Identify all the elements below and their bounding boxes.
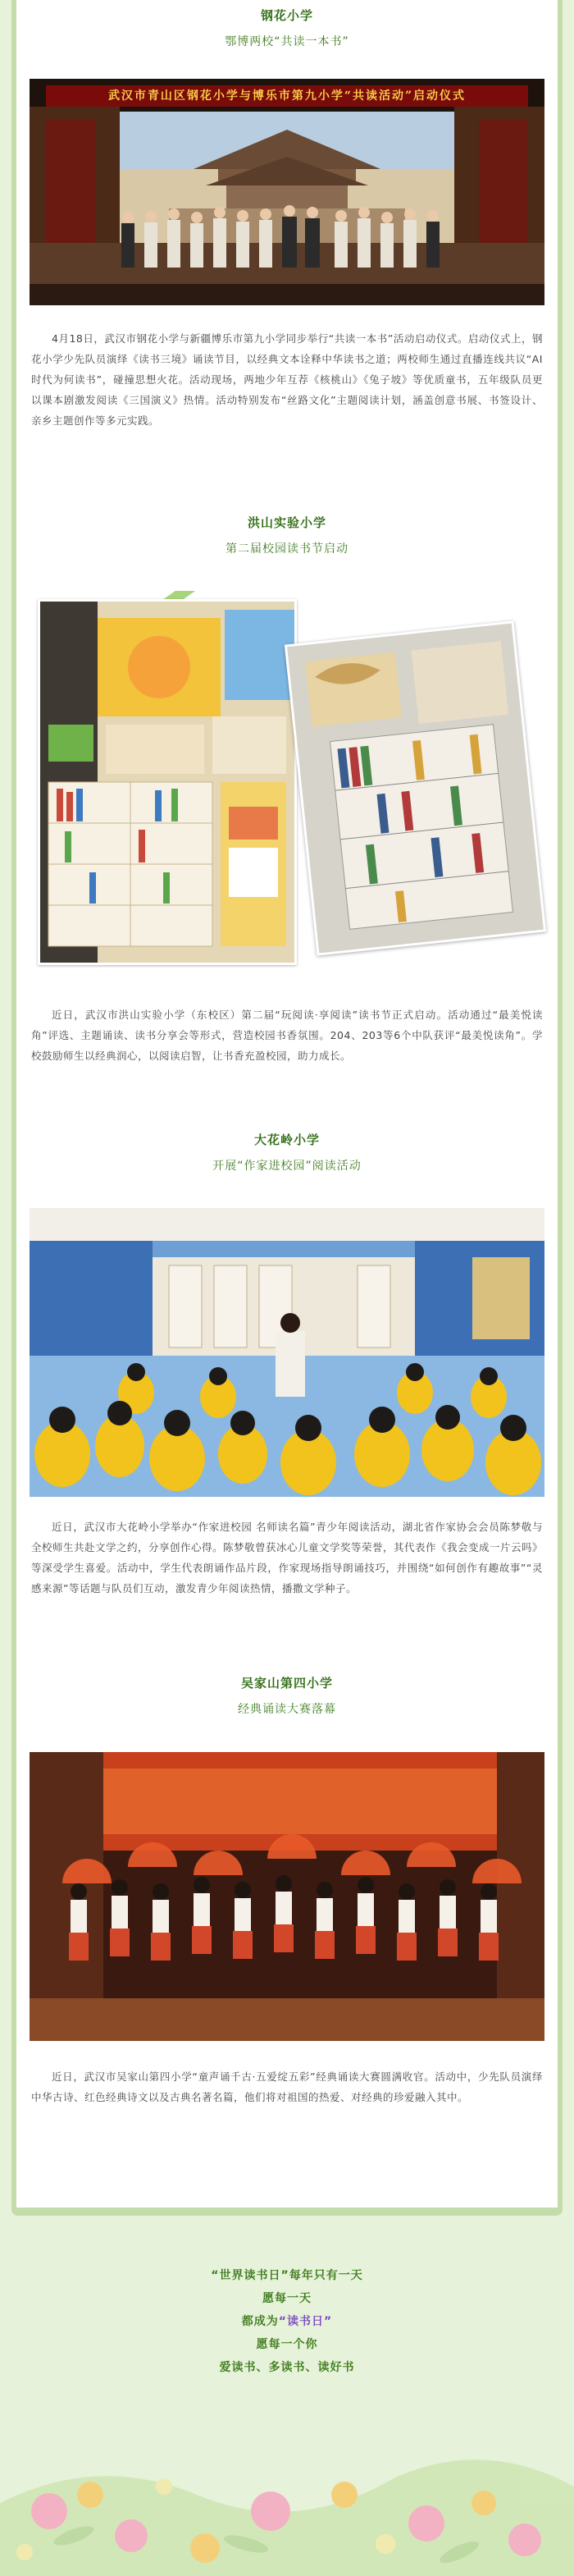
section-subtitle-hongshan: 第二届校园读书节启动 bbox=[226, 542, 348, 556]
photo-author-visit bbox=[30, 1208, 544, 1497]
frame-bottom bbox=[11, 2208, 563, 2216]
reading-corner-scene bbox=[40, 602, 294, 963]
closing-line-2: 愿每一天 bbox=[262, 2292, 312, 2305]
classroom-scene bbox=[30, 1208, 544, 1497]
photo-recitation-contest bbox=[30, 1752, 544, 2041]
ceremony-banner: 武汉市青山区钢花小学与博乐市第九小学“共读活动”启动仪式 bbox=[46, 85, 528, 107]
photo-collage-reading-corner bbox=[30, 591, 554, 977]
closing-line-4: 愿每一个你 bbox=[256, 2338, 318, 2351]
photo-reading-corner-left bbox=[38, 599, 297, 965]
flower-decoration bbox=[0, 2347, 574, 2576]
closing-highlight-reading-day: “读书日” bbox=[278, 2315, 333, 2328]
section-subtitle-ganghua: 鄂博两校“共读一本书” bbox=[225, 35, 349, 48]
paragraph-ganghua: 4月18日，武汉市钢花小学与新疆博乐市第九小学同步举行“共读一本书”活动启动仪式。启动仪式上，钢花小学少先队员演绎《读书三境》诵读节目，以经典文本诠释中华读书之道；两校师生通过直播连线共议“AI时代为何读书”，碰撞思想火花。活动现场，两地少年互荐《核桃山》《兔子坡》等优质童书，五年级队员更以课本剧激发阅读《三国演义》热情。活动特别发布“丝路文化”主题阅读计划，涵盖创意书展、书签设计、亲乡主题创作等多元实践。 bbox=[31, 332, 543, 427]
paragraph-hongshan: 近日，武汉市洪山实验小学（东校区）第二届“玩阅读·享阅读”读书节正式启动。活动通过“最美悦读角”评选、主题诵读、读书分享会等形式，营造校园书香氛围。204、203等6个中队获评“最美悦读角”。学校鼓励师生以经典润心，以阅读启智，让书香充盈校园，助力成长。 bbox=[31, 1009, 543, 1062]
paragraph-wujiashan: 近日，武汉市吴家山第四小学“童声诵千古·五爱绽五彩”经典诵读大赛圆满收官。活动中，少先队员演绎中华古诗、红色经典诗文以及古典名著名篇，他们将对祖国的热爱、对经典的珍爱融入其中。 bbox=[31, 2070, 543, 2103]
closing-line-3-prefix: 都成为 bbox=[241, 2315, 279, 2328]
closing-line-3 bbox=[0, 2313, 574, 2329]
stage-performance-scene bbox=[30, 1752, 544, 2041]
paragraph-dahualing: 近日，武汉市大花岭小学举办“作家进校园 名师读名篇”青少年阅读活动，湖北省作家协会会员陈梦敬与全校师生共赴文学之约，分享创作心得。陈梦敬曾获冰心儿童文学奖等荣誉，其代表作《我会变成一片云吗》等深受学生喜爱。活动中，学生代表朗诵作品片段，作家现场指导朗诵技巧，并围绕“如何创作有趣故事”“灵感来源”等话题与队员们互动，激发青少年阅读热情，播撒文学种子。 bbox=[31, 1521, 544, 1595]
school-title-hongshan: 洪山实验小学 bbox=[247, 515, 326, 530]
school-title-wujiashan: 吴家山第四小学 bbox=[240, 1676, 333, 1691]
closing-line-1: “世界读书日”每年只有一天 bbox=[211, 2269, 363, 2282]
section-subtitle-wujiashan: 经典诵读大赛落幕 bbox=[238, 1703, 336, 1716]
school-title-ganghua: 钢花小学 bbox=[260, 8, 313, 23]
photo-reading-corner-right bbox=[285, 620, 546, 955]
bookshelf-scene bbox=[287, 624, 544, 954]
section-subtitle-dahualing: 开展“作家进校园”阅读活动 bbox=[212, 1160, 362, 1173]
closing-line-5: 爱读书、多读书、读好书 bbox=[219, 2361, 355, 2374]
school-title-dahualing: 大花岭小学 bbox=[253, 1132, 320, 1147]
ceremony-scene bbox=[30, 79, 544, 305]
photo-launch-ceremony bbox=[30, 79, 544, 305]
